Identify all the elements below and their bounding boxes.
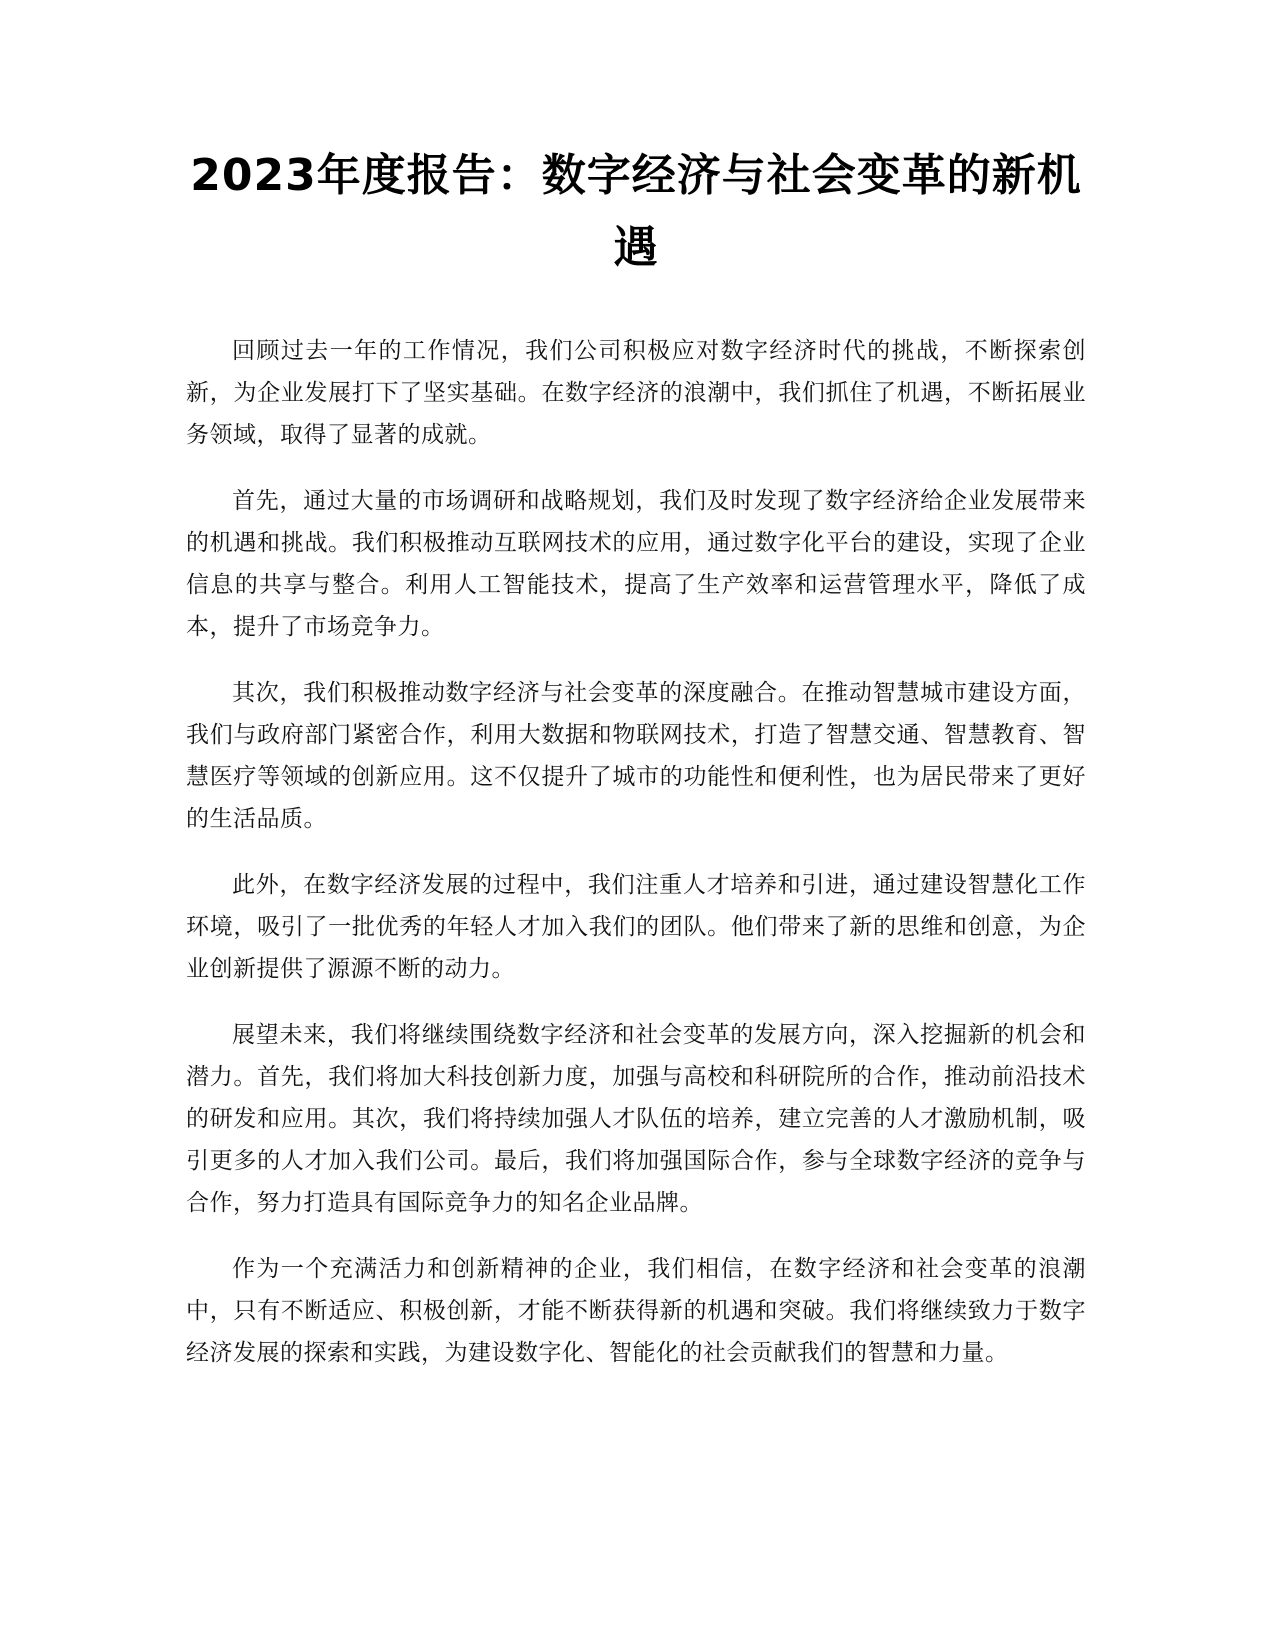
paragraph-second: 其次，我们积极推动数字经济与社会变革的深度融合。在推动智慧城市建设方面，我们与政府部门紧密合作，利用大数据和物联网技术，打造了智慧交通、智慧教育、智慧医疗等领域的创新应用。这不仅提升了城市的功能性和便利性，也为居民带来了更好的生活品质。 [186, 680, 1086, 832]
paragraph-first: 首先，通过大量的市场调研和战略规划，我们及时发现了数字经济给企业发展带来的机遇和挑战。我们积极推动互联网技术的应用，通过数字化平台的建设，实现了企业信息的共享与整合。利用人工智能技术，提高了生产效率和运营管理水平，降低了成本，提升了市场竞争力。 [186, 488, 1086, 640]
document-page [186, 140, 1086, 1398]
paragraph-conclusion: 作为一个充满活力和创新精神的企业，我们相信，在数字经济和社会变革的浪潮中，只有不断适应、积极创新，才能不断获得新的机遇和突破。我们将继续致力于数字经济发展的探索和实践，为建设数字化、智能化的社会贡献我们的智慧和力量。 [186, 1256, 1086, 1366]
paragraph-outlook: 展望未来，我们将继续围绕数字经济和社会变革的发展方向，深入挖掘新的机会和潜力。首先，我们将加大科技创新力度，加强与高校和科研院所的合作，推动前沿技术的研发和应用。其次，我们将持续加强人才队伍的培养，建立完善的人才激励机制，吸引更多的人才加入我们公司。最后，我们将加强国际合作，参与全球数字经济的竞争与合作，努力打造具有国际竞争力的知名企业品牌。 [186, 1022, 1086, 1216]
document-body [186, 330, 1086, 1374]
paragraph-review: 回顾过去一年的工作情况，我们公司积极应对数字经济时代的挑战，不断探索创新，为企业发展打下了坚实基础。在数字经济的浪潮中，我们抓住了机遇，不断拓展业务领域，取得了显著的成就。 [186, 338, 1086, 448]
paragraph-talent: 此外，在数字经济发展的过程中，我们注重人才培养和引进，通过建设智慧化工作环境，吸引了一批优秀的年轻人才加入我们的团队。他们带来了新的思维和创意，为企业创新提供了源源不断的动力。 [186, 872, 1086, 982]
document-title: 2023年度报告：数字经济与社会变革的新机遇 [190, 150, 1082, 273]
